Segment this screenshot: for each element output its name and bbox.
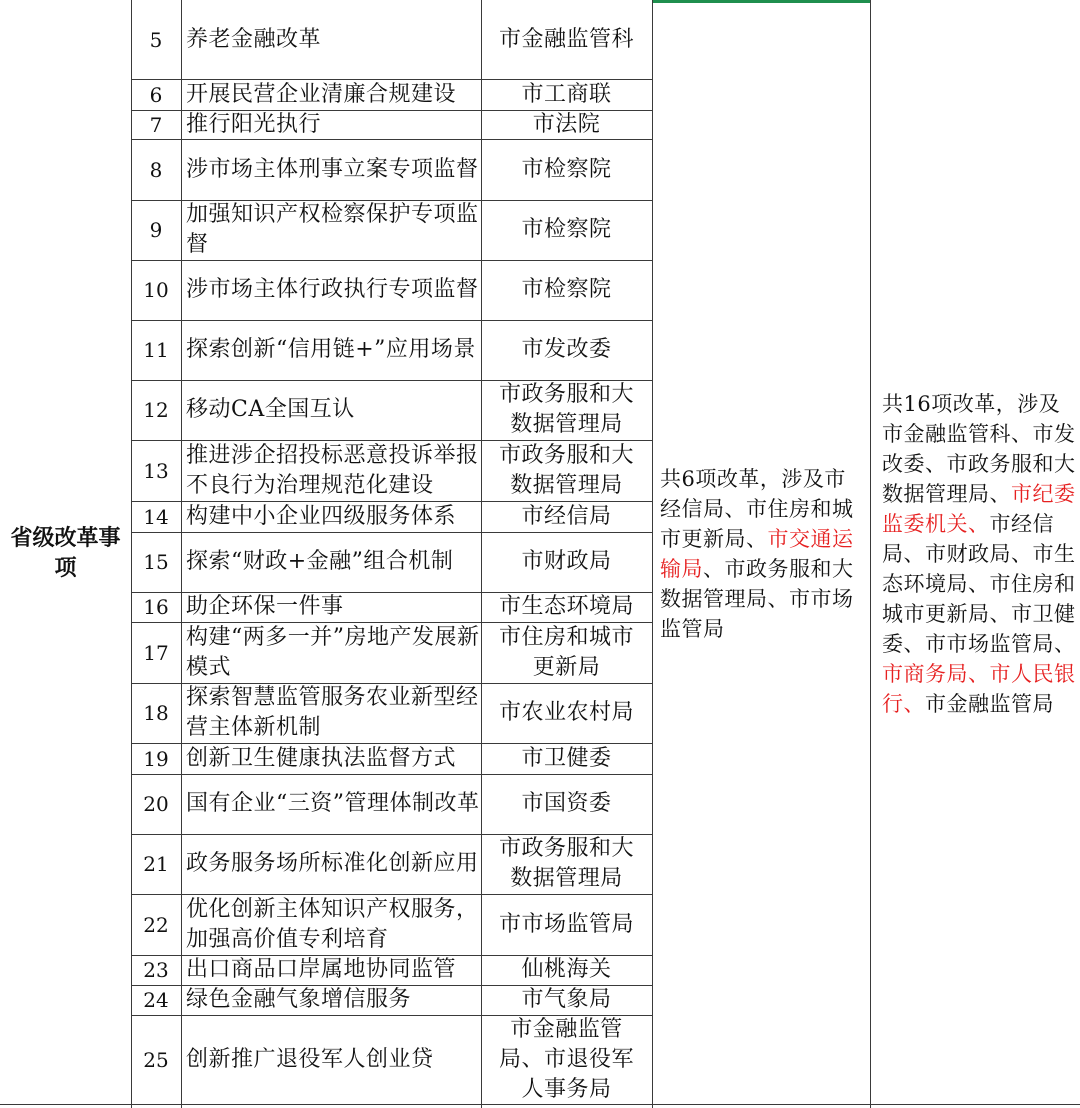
- lead-department[interactable]: 市政务服和大数据管理局: [498, 442, 634, 498]
- highlighted-department: 市交通运输局: [660, 527, 854, 581]
- reform-item[interactable]: 探索“财政+金融”组合机制: [186, 549, 454, 574]
- grid-line: [0, 1104, 1080, 1105]
- row-number[interactable]: 13: [143, 458, 169, 483]
- lead-department[interactable]: 市检察院: [521, 277, 612, 302]
- reform-item[interactable]: 出口商品口岸属地协同监管: [186, 957, 457, 982]
- lead-department[interactable]: 仙桃海关: [521, 957, 612, 982]
- grid-line: [131, 622, 652, 623]
- grid-line: [481, 0, 482, 1108]
- lead-department[interactable]: 市卫健委: [521, 745, 612, 771]
- lead-department[interactable]: 市检察院: [521, 156, 612, 182]
- reform-item[interactable]: 推行阳光执行: [186, 111, 322, 137]
- lead-department[interactable]: 市农业农村局: [498, 700, 634, 725]
- reform-item[interactable]: 探索智慧监管服务农业新型经营主体新机制: [186, 685, 479, 740]
- lead-department[interactable]: 市发改委: [521, 337, 612, 362]
- row-number[interactable]: 17: [143, 640, 169, 665]
- summary-right-cell[interactable]: [870, 0, 1080, 1108]
- reform-item[interactable]: 探索创新“信用链+”应用场景: [186, 337, 476, 362]
- grid-line: [131, 592, 652, 593]
- selected-cell-border: [652, 0, 870, 3]
- summary-segment: 市经信局、市财政局、市生态环境局、市住房和城市更新局、市卫健委、市市场监管局、: [882, 512, 1076, 656]
- grid-line: [131, 894, 652, 895]
- reform-item[interactable]: 创新卫生健康执法监督方式: [186, 745, 457, 771]
- row-number[interactable]: 21: [143, 852, 169, 876]
- row-number[interactable]: 18: [143, 701, 169, 725]
- summary-segment: 共6项改革，涉及市经信局、市住房和城市更新局、: [660, 467, 854, 551]
- grid-line: [131, 139, 652, 140]
- row-number[interactable]: 22: [143, 912, 169, 937]
- row-number[interactable]: 19: [143, 746, 169, 771]
- row-number[interactable]: 5: [149, 27, 163, 52]
- summary-left-cell[interactable]: [652, 0, 870, 1108]
- row-number[interactable]: 20: [143, 792, 169, 816]
- grid-line: [131, 1015, 652, 1016]
- reform-item[interactable]: 国有企业“三资”管理体制改革: [186, 791, 480, 816]
- lead-department[interactable]: 市工商联: [521, 81, 612, 107]
- lead-department[interactable]: 市气象局: [521, 987, 612, 1012]
- lead-department[interactable]: 市法院: [532, 111, 601, 137]
- grid-line: [131, 501, 652, 502]
- highlighted-department: 市纪委监委机关、: [882, 482, 1076, 536]
- reform-item[interactable]: 助企环保一件事: [186, 594, 344, 619]
- highlighted-department: 市商务局、市人民银行、: [882, 662, 1076, 716]
- row-number[interactable]: 14: [143, 504, 169, 529]
- row-number[interactable]: 24: [143, 988, 169, 1012]
- grid-line: [131, 380, 652, 381]
- grid-line: [131, 260, 652, 261]
- row-number[interactable]: 6: [149, 82, 163, 107]
- reform-item[interactable]: 涉市场主体行政执行专项监督: [186, 277, 479, 302]
- reform-item[interactable]: 构建“两多一并”房地产发展新模式: [186, 624, 480, 680]
- row-number[interactable]: 9: [149, 218, 163, 242]
- lead-department[interactable]: 市国资委: [521, 791, 612, 816]
- row-number[interactable]: 11: [143, 338, 169, 362]
- grid-line: [131, 0, 132, 1108]
- grid-line: [652, 0, 653, 1108]
- lead-department[interactable]: 市金融监管局、市退役军人事务局: [498, 1016, 634, 1102]
- reform-item[interactable]: 移动CA全国互认: [186, 397, 355, 422]
- row-number[interactable]: 15: [143, 550, 169, 574]
- reform-item[interactable]: 构建中小企业四级服务体系: [186, 503, 457, 529]
- lead-department[interactable]: 市政务服和大数据管理局: [498, 836, 634, 891]
- grid-line: [131, 440, 652, 441]
- grid-line: [131, 110, 652, 111]
- row-number[interactable]: 25: [143, 1047, 169, 1072]
- reform-item[interactable]: 优化创新主体知识产权服务，加强高价值专利培育: [186, 896, 479, 952]
- row-number[interactable]: 16: [143, 595, 169, 619]
- summary-segment: 市金融监管局: [925, 692, 1054, 716]
- grid-line: [131, 743, 652, 744]
- grid-line: [870, 0, 871, 1108]
- summary-left-text: [660, 464, 862, 644]
- reform-item[interactable]: 开展民营企业清廉合规建设: [186, 81, 457, 107]
- category-label: 省级改革事项: [10, 526, 121, 581]
- summary-segment: 、市政务服和大数据管理局、市市场监管局: [660, 557, 854, 641]
- lead-department[interactable]: 市住房和城市更新局: [498, 624, 634, 680]
- reform-item[interactable]: 推进涉企招投标恶意投诉举报不良行为治理规范化建设: [186, 442, 479, 498]
- row-number[interactable]: 7: [149, 112, 163, 137]
- grid-line: [181, 0, 182, 1108]
- lead-department[interactable]: 市经信局: [521, 503, 612, 529]
- grid-line: [131, 683, 652, 684]
- grid-line: [131, 532, 652, 533]
- row-number[interactable]: 12: [143, 398, 169, 422]
- category-cell[interactable]: [0, 0, 131, 1108]
- row-number[interactable]: 10: [143, 278, 169, 302]
- grid-line: [131, 79, 652, 80]
- grid-line: [131, 834, 652, 835]
- lead-department[interactable]: 市检察院: [521, 217, 612, 242]
- lead-department[interactable]: 市金融监管科: [498, 26, 634, 52]
- grid-line: [131, 985, 652, 986]
- lead-department[interactable]: 市生态环境局: [498, 594, 634, 619]
- reform-item[interactable]: 养老金融改革: [186, 26, 322, 52]
- row-number[interactable]: 23: [143, 958, 169, 982]
- reform-item[interactable]: 创新推广退役军人创业贷: [186, 1046, 434, 1072]
- summary-right-text: [882, 389, 1076, 719]
- reform-item[interactable]: 加强知识产权检察保护专项监督: [186, 202, 479, 257]
- lead-department[interactable]: 市财政局: [521, 549, 612, 574]
- reform-item[interactable]: 涉市场主体刑事立案专项监督: [186, 156, 479, 182]
- reform-item[interactable]: 政务服务场所标准化创新应用: [186, 851, 479, 876]
- lead-department[interactable]: 市市场监管局: [498, 911, 634, 937]
- lead-department[interactable]: 市政务服和大数据管理局: [498, 382, 634, 437]
- grid-line: [131, 320, 652, 321]
- summary-segment: 共16项改革，涉及市金融监管科、市发改委、市政务服和大数据管理局、: [882, 392, 1076, 506]
- grid-line: [131, 955, 652, 956]
- row-number[interactable]: 8: [149, 157, 163, 182]
- reform-item[interactable]: 绿色金融气象增信服务: [186, 987, 412, 1012]
- grid-line: [131, 774, 652, 775]
- grid-line: [131, 200, 652, 201]
